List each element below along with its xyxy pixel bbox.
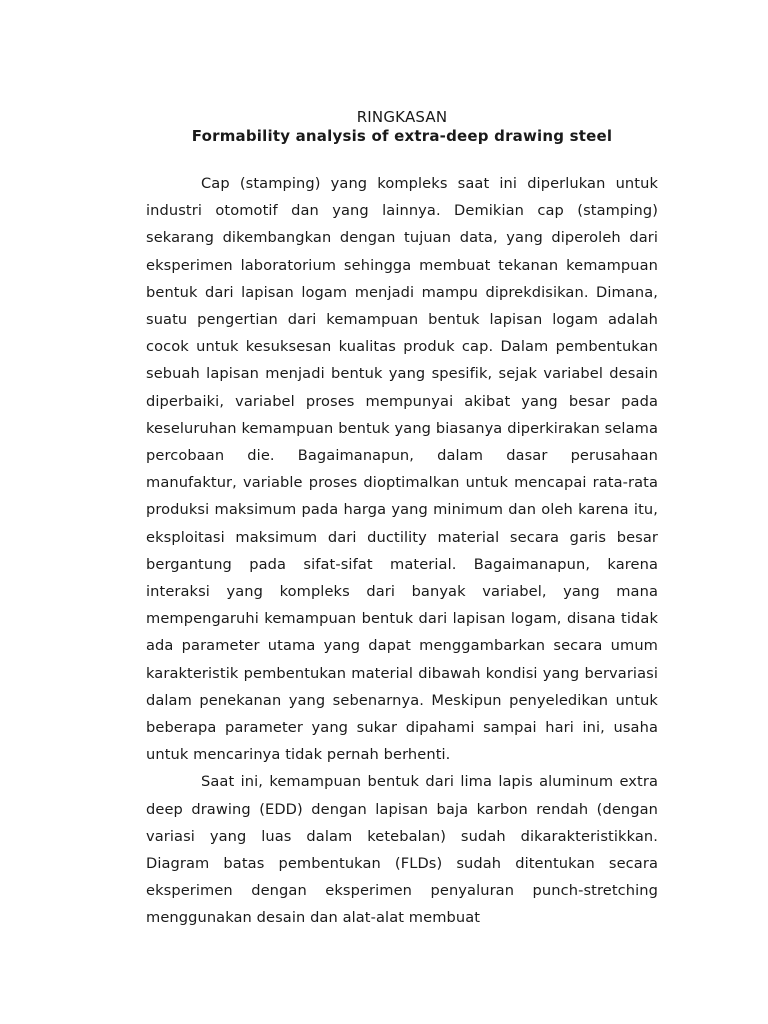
body-paragraph-2: Saat ini, kemampuan bentuk dari lima lapis aluminum extra deep drawing (EDD) dengan lapisan baja karbon rendah (dengan variasi yang luas dalam ketebalan) sudah dikarakteristikkan. Diagram batas pembentukan (FLDs) sudah ditentukan secara eksperimen dengan eksperimen penyaluran punch-stretching menggunakan desain dan alat-alat membuat bbox=[146, 773, 658, 927]
document-title: RINGKASAN bbox=[356, 108, 448, 126]
document-body bbox=[146, 170, 658, 932]
document-subtitle: Formability analysis of extra-deep drawing steel bbox=[191, 127, 613, 145]
body-paragraph-1: Cap (stamping) yang kompleks saat ini diperlukan untuk industri otomotif dan yang lainnya. Demikian cap (stamping) sekarang dikembangkan dengan tujuan data, yang diperoleh dari eksperimen laboratorium sehingga membuat tekanan kemampuan bentuk dari lapisan logam menjadi mampu diprekdisikan. Dimana, suatu pengertian dari kemampuan bentuk lapisan logam adalah cocok untuk kesuksesan kualitas produk cap. Dalam pembentukan sebuah lapisan menjadi bentuk yang spesifik, sejak variabel desain diperbaiki, variabel proses mempunyai akibat yang besar pada keseluruhan kemampuan bentuk yang biasanya diperkirakan selama percobaan die. Bagaimanapun, dalam dasar perusahaan manufaktur, variable proses dioptimalkan untuk mencapai rata-rata produksi maksimum pada harga yang minimum dan oleh karena itu, eksploitasi maksimum dari ductility material secara garis besar bergantung pada sifat-sifat material. Bagaimanapun, karena interaksi yang kompleks dari banyak variabel, yang mana mempengaruhi kemampuan bentuk dari lapisan logam, disana tidak ada parameter utama yang dapat menggambarkan secara umum karakteristik pembentukan material dibawah kondisi yang bervariasi dalam penekanan yang sebenarnya. Meskipun penyeledikan untuk beberapa parameter yang sukar dipahami sampai hari ini, usaha untuk mencarinya tidak pernah berhenti. bbox=[146, 175, 658, 764]
